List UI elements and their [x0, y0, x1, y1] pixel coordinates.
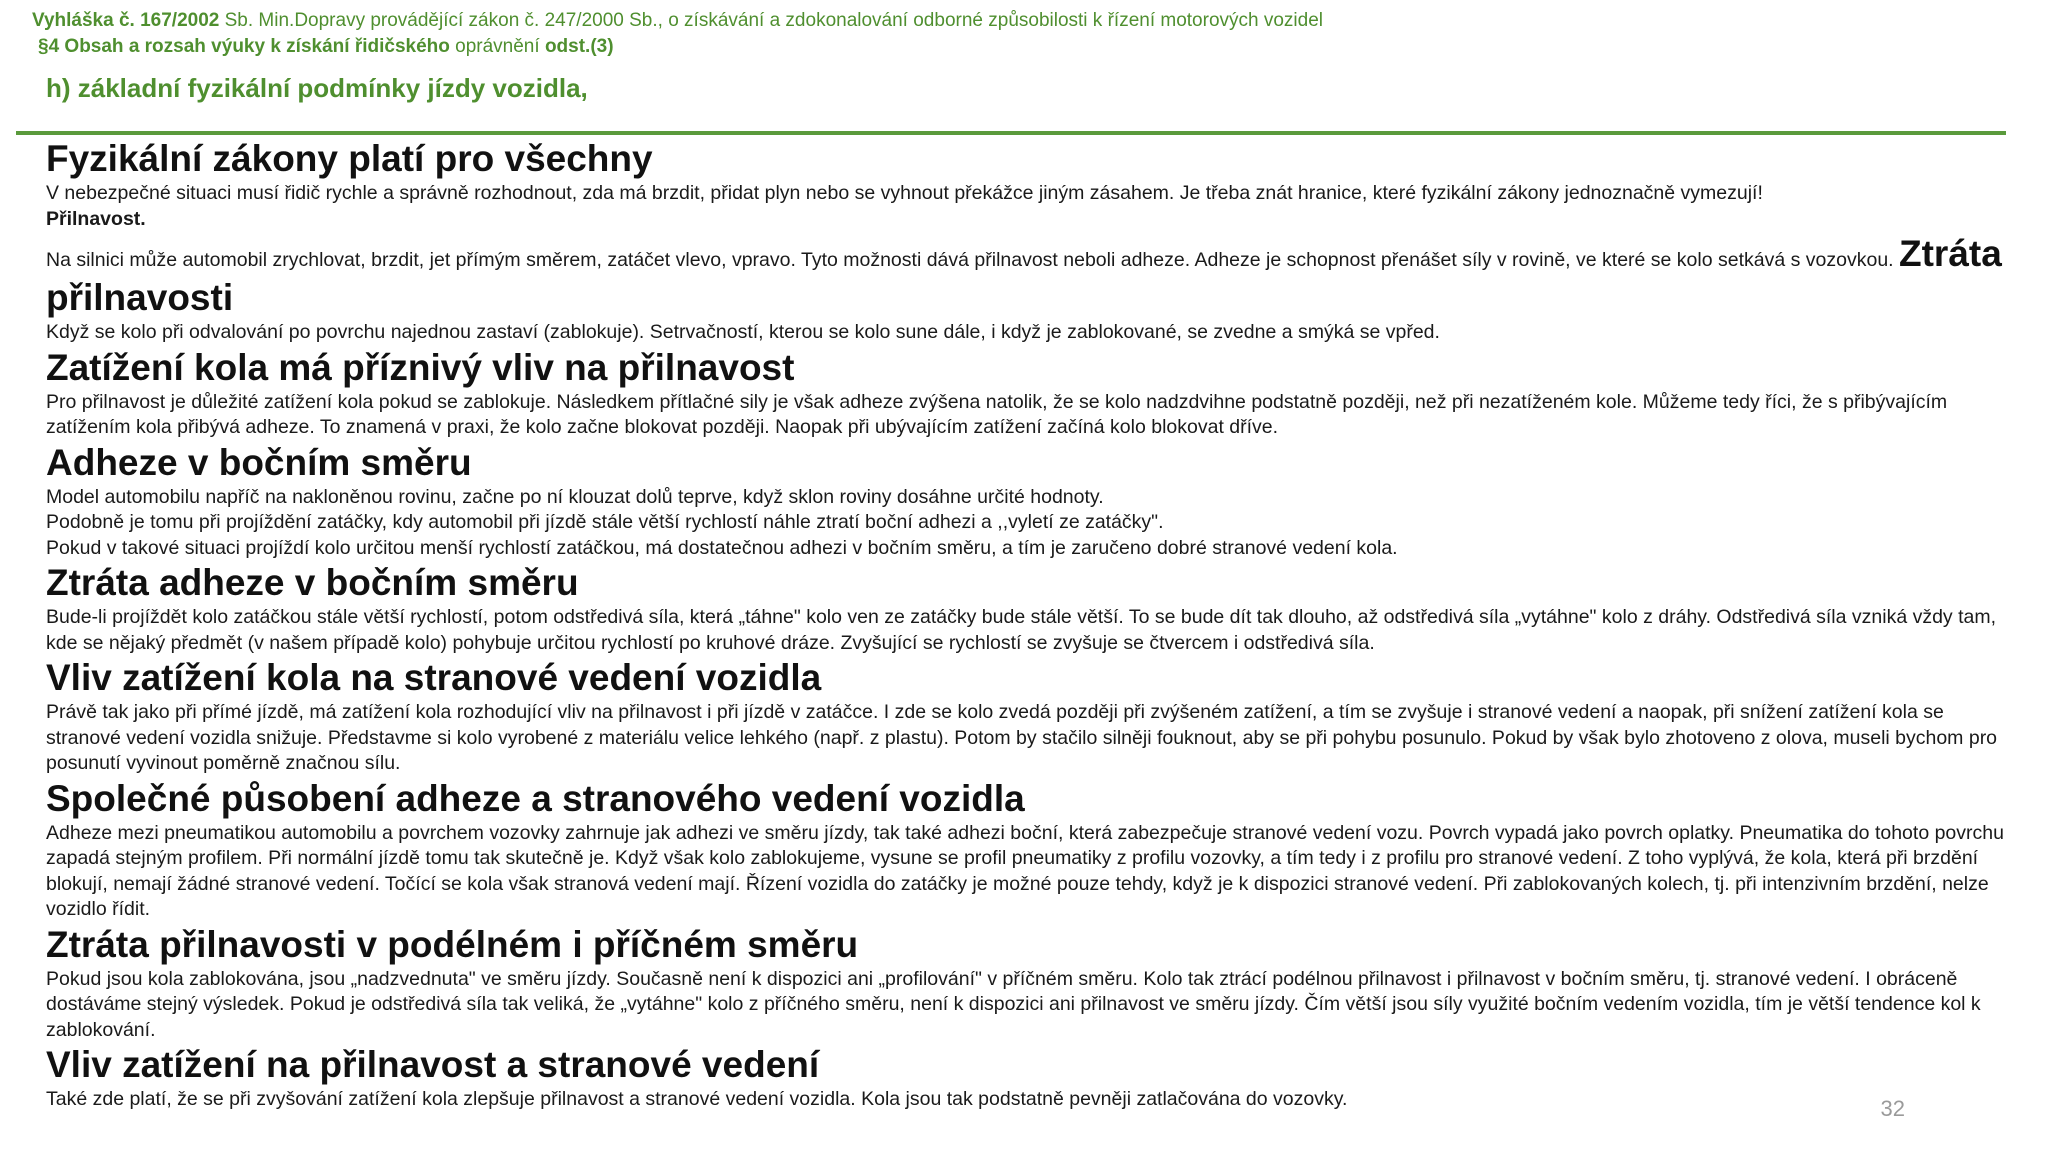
heading-wheel-load: Zatížení kola má příznivý vliv na přilnavost	[46, 346, 795, 388]
heading-load-side-guidance: Vliv zatížení kola na stranové vedení vozidla	[46, 657, 822, 698]
heading-combined-effect: Společné působení adheze a stranového vedení vozidla	[46, 777, 1025, 819]
law-reference-rest: Sb. Min.Dopravy provádějící zákon č. 247/2000 Sb., o získávání a zdokonalování odborné způsobilosti k řízení motorových vozidel	[219, 10, 1324, 31]
para-longitudinal-lateral-loss: Pokud jsou kola zablokována, jsou „nadzvednuta" ve směru jízdy. Současně není k dispozici ani „profilování" v příčném směru. Kolo tak ztrácí podélnou přilnavost i přilnavost v bočním směru, tj. stranové vedení. I obráceně dostáváme stejný výsledek. Pokud je odstředivá síla tak veliká, že „vytáhne" kolo z příčného směru, není k dispozici ani přilnavost ve směru jízdy. Čím větší jsou síly využité bočním vedením vozidla, tím je větší tendence kol k zablokování.	[46, 967, 1981, 1041]
para-loss-of-adhesion: Když se kolo při odvalování po povrchu najednou zastaví (zablokuje). Setrvačností, kterou se kolo sune dále, i když je zablokované, se zvedne a smýká se vpřed.	[46, 321, 1440, 343]
heading-longitudinal-lateral-loss: Ztráta přilnavosti v podélném i příčném směru	[46, 923, 859, 965]
adhesion-label: Přilnavost.	[46, 207, 146, 230]
heading-physical-laws: Fyzikální zákony platí pro všechny	[46, 138, 653, 179]
para-lateral-adhesion-3: Pokud v takové situaci projíždí kolo určitou menší rychlostí zatáčkou, má dostatečnou adhezi v bočním směru, a tím je zaručeno dobré stranové vedení kola.	[46, 536, 1398, 559]
para-physical-laws: V nebezpečné situaci musí řidič rychle a správně rozhodnout, zda má brzdit, přidat plyn nebo se vyhnout překážce jiným zásahem. Je třeba znát hranice, které fyzikální zákony jednoznačně vymezují!	[46, 182, 1763, 204]
section-reference-mid: oprávnění	[449, 36, 545, 57]
heading-load-on-adhesion: Vliv zatížení na přilnavost a stranové vedení	[46, 1044, 820, 1085]
section-reference-end: odst.(3)	[544, 36, 614, 57]
law-reference	[32, 8, 1992, 34]
para-load-on-adhesion: Také zde platí, že se při zvyšování zatížení kola zlepšuje přilnavost a stranové vedení vozidla. Kola jsou tak podstatně pevněji zatlačována do vozovky.	[46, 1088, 1348, 1110]
section-reference-bold: §4 Obsah a rozsah výuky k získání řidičského	[38, 36, 450, 57]
law-reference-bold: Vyhláška č. 167/2002	[32, 10, 220, 31]
heading-loss-lateral-adhesion: Ztráta adheze v bočním směru	[46, 562, 579, 603]
para-adhesion	[46, 232, 2006, 320]
para-loss-lateral-adhesion: Bude-li projíždět kolo zatáčkou stále větší rychlostí, potom odstředivá síla, která „táhne" kolo ven ze zatáčky bude stále větší. To se bude dít tak dlouho, až odstředivá síla „vytáhne" kolo z dráhy. Odstředivá síla vzniká vždy tam, kde se nějaký předmět (v našem případě kolo) pohybuje určitou rychlostí po kruhové dráze. Zvyšující se rychlostí se zvyšuje se čtvercem i odstředivá síla.	[46, 606, 1997, 654]
section-reference	[32, 34, 1992, 60]
para-adhesion-label	[46, 207, 2006, 233]
page-number: 32	[1880, 1096, 1905, 1121]
para-lateral-adhesion-1: Model automobilu napříč na nakloněnou rovinu, začne po ní klouzat dolů teprve, když sklon roviny dosáhne určité hodnoty.	[46, 485, 1104, 508]
slide-header	[32, 8, 1992, 108]
slide-subtitle: h) základní fyzikální podmínky jízdy vozidla,	[46, 73, 588, 103]
heading-loss-of-adhesion: Ztráta přilnavosti	[46, 233, 2002, 318]
slide-content	[46, 137, 2006, 1113]
para-combined-effect: Adheze mezi pneumatikou automobilu a povrchem vozovky zahrnuje jak adhezi ve směru jízdy, tak také adhezi boční, která zabezpečuje stranové vedení vozu. Povrch vypadá jako povrch oplatky. Pneumatika do tohoto povrchu zapadá stejným profilem. Při normální jízdě tomu tak skutečně je. Když však kolo zablokujeme, vysune se profil pneumatiky z profilu vozovky, a tím tedy i z profilu pro stranové vedení. Z toho vyplývá, že kola, která při brzdění blokují, nemají žádné stranové vedení. Točící se kola však stranová vedení mají. Řízení vozidla do zatáčky je možné pouze tehdy, když je k dispozici stranové vedení. Při zablokovaných kolech, tj. při intenzivním brzdění, nelze vozidlo řídit.	[46, 821, 2004, 920]
header-divider	[16, 131, 2006, 135]
para-load-side-guidance: Právě tak jako při přímé jízdě, má zatížení kola rozhodující vliv na přilnavost i při jízdě v zatáčce. I zde se kolo zvedá později při zvýšeném zatížení, a tím se zvyšuje i stranové vedení a naopak, při snížení zatížení kola se stranové vedení vozidla snižuje. Představme si kolo vyrobené z materiálu velice lehkého (např. z plastu). Potom by stačilo silněji fouknout, aby se při pohybu posunulo. Pokud by však bylo zhotoveno z olova, museli bychom pro posunutí vyvinout poměrně značnou sílu.	[46, 701, 1998, 774]
para-wheel-load: Pro přilnavost je důležité zatížení kola pokud se zablokuje. Následkem přítlačné sily je však adheze zvýšena natolik, že se kolo nadzdvihne podstatně později, než při nezatíženém kole. Můžeme tedy říci, že s přibývajícím zatížením kola přibývá adheze. To znamená v praxi, že kolo začne blokovat později. Naopak při ubývajícím zatížení začíná kolo blokovat dříve.	[46, 390, 1948, 438]
para-lateral-adhesion-2: Podobně je tomu při projíždění zatáčky, kdy automobil při jízdě stále větší rychlostí náhle ztratí boční adhezi a ,,vyletí ze zatáčky".	[46, 511, 1164, 533]
heading-lateral-adhesion: Adheze v bočním směru	[46, 441, 472, 483]
adhesion-text: Na silnici může automobil zrychlovat, brzdit, jet přímým směrem, zatáčet vlevo, vpravo. Tyto možnosti dává přilnavost neboli adheze. Adheze je schopnost přenášet síly v rovině, ve které se kolo setkává s vozovkou.	[46, 249, 1899, 271]
